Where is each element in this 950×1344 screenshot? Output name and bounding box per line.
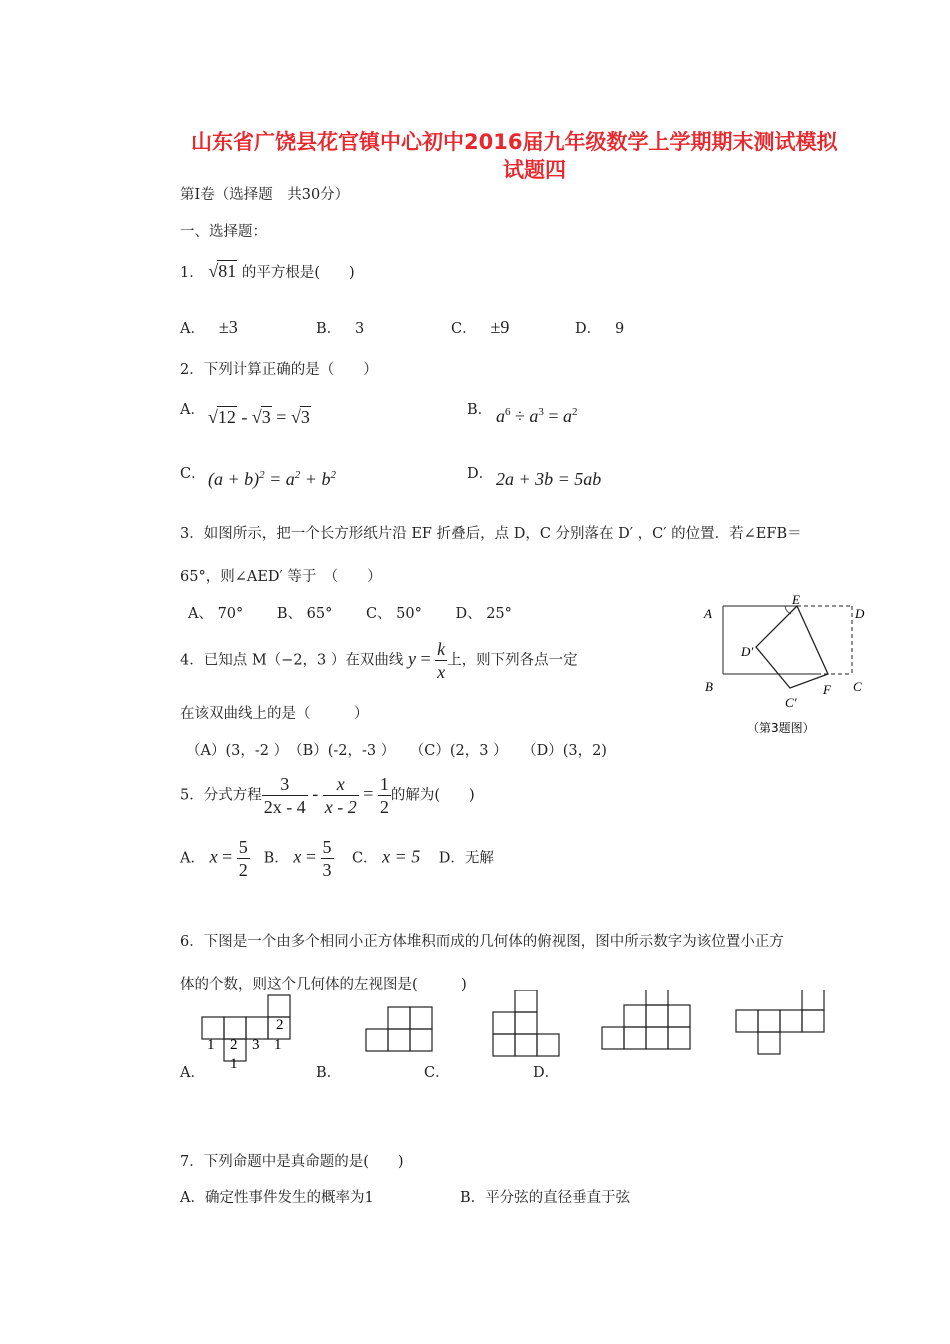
q2-option-a-label: A． <box>180 402 205 418</box>
q6-option-d-label: D． <box>533 1065 560 1081</box>
q5-fraction-1: $\frac{3}{2x - 4}$ <box>263 774 306 817</box>
q2-option-b: $a^6 \div a^3 = a^2$ <box>496 406 578 426</box>
fig-label-f: F <box>823 682 831 697</box>
top-view-number: 1 <box>207 1037 215 1053</box>
q2-option-d: 2a + 3b = 5ab <box>496 469 602 489</box>
question-4-line2: 在该双曲线上的是（ ） <box>180 706 369 722</box>
top-view-number: 1 <box>230 1056 238 1072</box>
q2-option-a: √12 - √3 = √3 <box>208 407 310 427</box>
fig-label-c-prime: C′ <box>785 695 797 710</box>
question-3-line1: 3．如图所示，把一个长方形纸片沿 EF 折叠后，点 D，C 分别落在 D′ ，C′ 的位置．若∠EFB＝ <box>180 526 802 542</box>
q7-option-b: B．平分弦的直径垂直于弦 <box>460 1190 631 1206</box>
fig-label-e: E <box>792 592 800 607</box>
question-5: 5．分式方程 $\frac{3}{2x - 4}$ - $\frac{x}{x - 2}$ = $\frac{1}{2}$ 的解为( ) <box>180 774 475 817</box>
fig-caption: （第3题图） <box>747 721 815 735</box>
fig-label-b: B <box>705 679 713 694</box>
q6-option-e-view <box>736 990 824 1054</box>
q2-option-b-label: B． <box>467 402 493 418</box>
top-view-number: 3 <box>252 1037 260 1053</box>
q2-option-c: $(a + b)^2 = a^2 + b^2$ <box>208 469 336 489</box>
question-6-line1: 6．下图是一个由多个相同小正方体堆积而成的几何体的俯视图，图中所示数字为该位置小正方 <box>180 934 784 950</box>
q3-folded-rectangle-figure <box>695 590 875 740</box>
q6-option-b-label: B． <box>316 1065 342 1081</box>
q2-option-d-label: D． <box>467 466 494 482</box>
q5-fraction-3: $\frac{1}{2}$ <box>379 774 389 817</box>
q6-option-a-label: A． <box>180 1065 205 1081</box>
question-1 <box>180 260 355 282</box>
question-1-text: 的平方根是( ) <box>241 265 355 281</box>
q6-option-c-label: C． <box>424 1065 450 1081</box>
top-view-number: 2 <box>230 1037 238 1053</box>
q5-fraction-2: $\frac{x}{x - 2}$ <box>324 774 357 817</box>
part-heading: 第Ⅰ卷（选择题 共30分） <box>180 187 350 203</box>
q4-fraction: $\frac{k}{x}$ <box>437 639 446 682</box>
question-3-options: A、 70° B、 65° C、 50° D、 25° <box>188 606 512 622</box>
top-view-number: 2 <box>276 1017 284 1033</box>
q6-option-d-view <box>602 990 690 1049</box>
fig-label-d: D <box>855 606 865 621</box>
q7-option-a: A．确定性事件发生的概率为1 <box>180 1190 374 1206</box>
fig-label-c: C <box>853 679 862 694</box>
q6-option-b-view <box>366 1007 432 1051</box>
fig-label-a: A <box>704 606 712 621</box>
document-title-line1: 山东省广饶县花官镇中心初中2016届九年级数学上学期期末测试模拟 <box>191 130 838 154</box>
q1-option-c: C． ±9 <box>451 317 510 337</box>
question-6-line2: 体的个数，则这个几何体的左视图是( ) <box>180 977 467 993</box>
fig-label-d-prime: D′ <box>741 644 754 659</box>
q5-option-a-fraction: $\frac{5}{2}$ <box>238 837 248 880</box>
question-4-line1: 4．已知点 M（−2，3 ）在双曲线 y = $\frac{k}{x}$ 上，则下列各点一定 <box>180 639 578 682</box>
section-heading: 一、选择题： <box>180 224 267 240</box>
q6-option-c-view <box>493 990 559 1056</box>
question-1-number: 1． <box>180 265 204 281</box>
q2-option-c-label: C． <box>180 466 206 482</box>
question-1-root: √81 <box>208 261 237 281</box>
question-4-options: （A）(3，-2 ） （B）(-2，-3 ） （C）(2，3 ） （D）(3，2) <box>186 743 607 759</box>
q6-view-figures <box>180 990 880 1080</box>
top-view-number: 1 <box>274 1037 282 1053</box>
q1-option-d: D． 9 <box>575 321 625 337</box>
question-2: 2．下列计算正确的是（ ） <box>180 362 378 378</box>
document-title-line2: 试题四 <box>503 158 566 182</box>
q1-option-a: A． ±3 <box>180 317 238 337</box>
question-7: 7．下列命题中是真命题的是( ) <box>180 1154 404 1170</box>
radicand: 81 <box>218 261 237 281</box>
question-5-options: A． x = $\frac{5}{2}$ B． x = $\frac{5}{3}$ C． x = 5 D．无解 <box>180 837 494 880</box>
q5-option-b-fraction: $\frac{5}{3}$ <box>322 837 332 880</box>
q1-option-b: B． 3 <box>316 321 365 337</box>
question-3-line2: 65°，则∠AED′ 等于 （ ） <box>180 569 382 585</box>
